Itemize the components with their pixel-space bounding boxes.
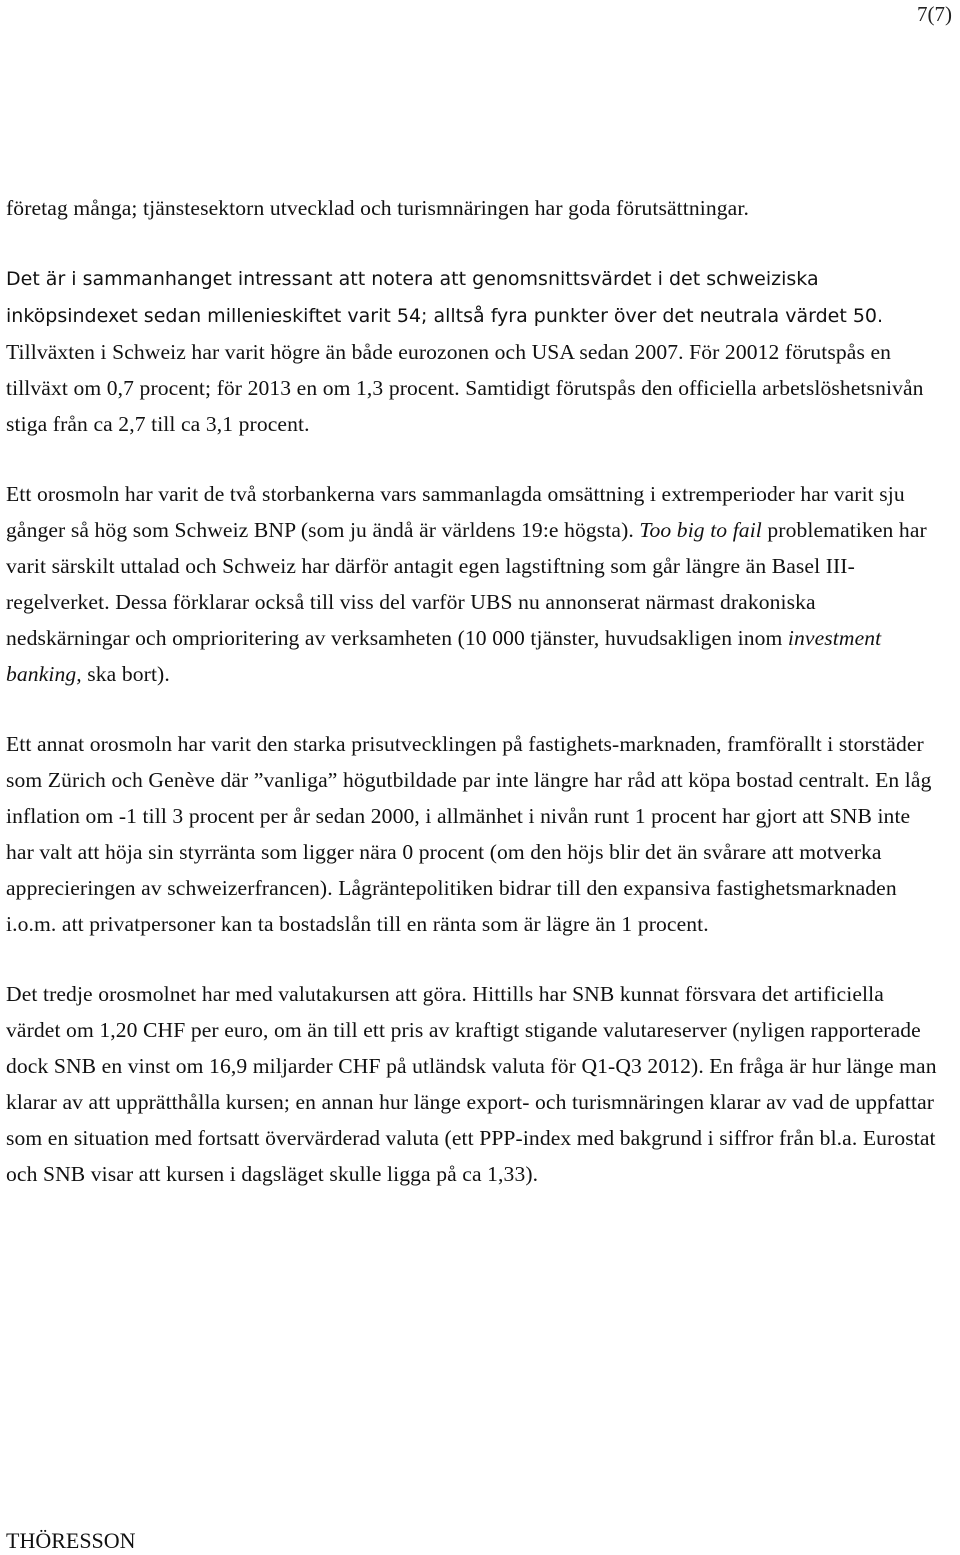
paragraph-5	[6, 976, 941, 1192]
paragraph-2-text-a: Det är i sammanhanget intressant att notera att genomsnittsvärdet i det schweiziska inköpsindexet sedan millenieskiftet varit 54; alltså fyra punkter över det neutrala värdet 50.	[6, 268, 884, 327]
paragraph-1	[6, 190, 941, 226]
paragraph-3-text-a: Ett orosmoln har varit de två storbankerna vars sammanlagda omsättning i extremperioder har varit sju gånger så hög som Schweiz BNP (som ju ändå är världens 19:e högsta).	[6, 482, 905, 542]
paragraph-3-text-b: problematiken har varit särskilt uttalad och Schweiz har därför antagit egen lagstiftning som går längre än Basel III-regelverket. Dessa förklarar också till viss del varför UBS nu annonserat närmast drakoniska nedskärningar och omprioritering av verksamheten (10 000 tjänster, huvudsakligen inom	[6, 518, 927, 650]
paragraph-3-text-c: ska bort).	[81, 662, 170, 686]
document-body	[6, 190, 941, 1226]
paragraph-1-text: företag många; tjänstesektorn utvecklad och turismnäringen har goda förutsättningar.	[6, 196, 749, 220]
paragraph-2	[6, 260, 941, 442]
page-number: 7(7)	[917, 2, 952, 26]
footer-company-name: THÖRESSON	[6, 1528, 136, 1553]
paragraph-3-italic-term-2: investment banking,	[6, 626, 882, 686]
paragraph-5-text: Det tredje orosmolnet har med valutakursen att göra. Hittills har SNB kunnat försvara det artificiella värdet om 1,20 CHF per euro, om än till ett pris av kraftigt stigande valutareserver (nyligen rapporterade dock SNB en vinst om 16,9 miljarder CHF på utländsk valuta för Q1-Q3 2012). En fråga är hur länge man klarar av att upprätthålla kursen; en annan hur länge export- och turismnäringen klarar av vad de uppfattar som en situation med fortsatt övervärderad valuta (ett PPP-index med bakgrund i siffror från bl.a. Eurostat och SNB visar att kursen i dagsläget skulle ligga på ca 1,33).	[6, 982, 937, 1186]
paragraph-2-text-b: Tillväxten i Schweiz har varit högre än både eurozonen och USA sedan 2007. För 20012 förutspås en tillväxt om 0,7 procent; för 2013 en om 1,3 procent. Samtidigt förutspås den officiella arbetslöshetsnivån stiga från ca 2,7 till ca 3,1 procent.	[6, 340, 924, 436]
paragraph-4	[6, 726, 941, 942]
paragraph-3-italic-term: Too big to fail	[639, 518, 762, 542]
paragraph-4-text: Ett annat orosmoln har varit den starka prisutvecklingen på fastighets-marknaden, framförallt i storstäder som Zürich och Genève där ”vanliga” högutbildade par inte längre har råd att köpa bostad centralt. En låg inflation om -1 till 3 procent per år sedan 2000, i allmänhet i nivån runt 1 procent har gjort att SNB inte har valt att höja sin styrränta som ligger nära 0 procent (om den höjs blir det än svårare att motverka apprecieringen av schweizerfrancen). Lågräntepolitiken bidrar till den expansiva fastighetsmarknaden i.o.m. att privatpersoner kan ta bostadslån till en ränta som är lägre än 1 procent.	[6, 732, 932, 936]
paragraph-3	[6, 476, 941, 692]
